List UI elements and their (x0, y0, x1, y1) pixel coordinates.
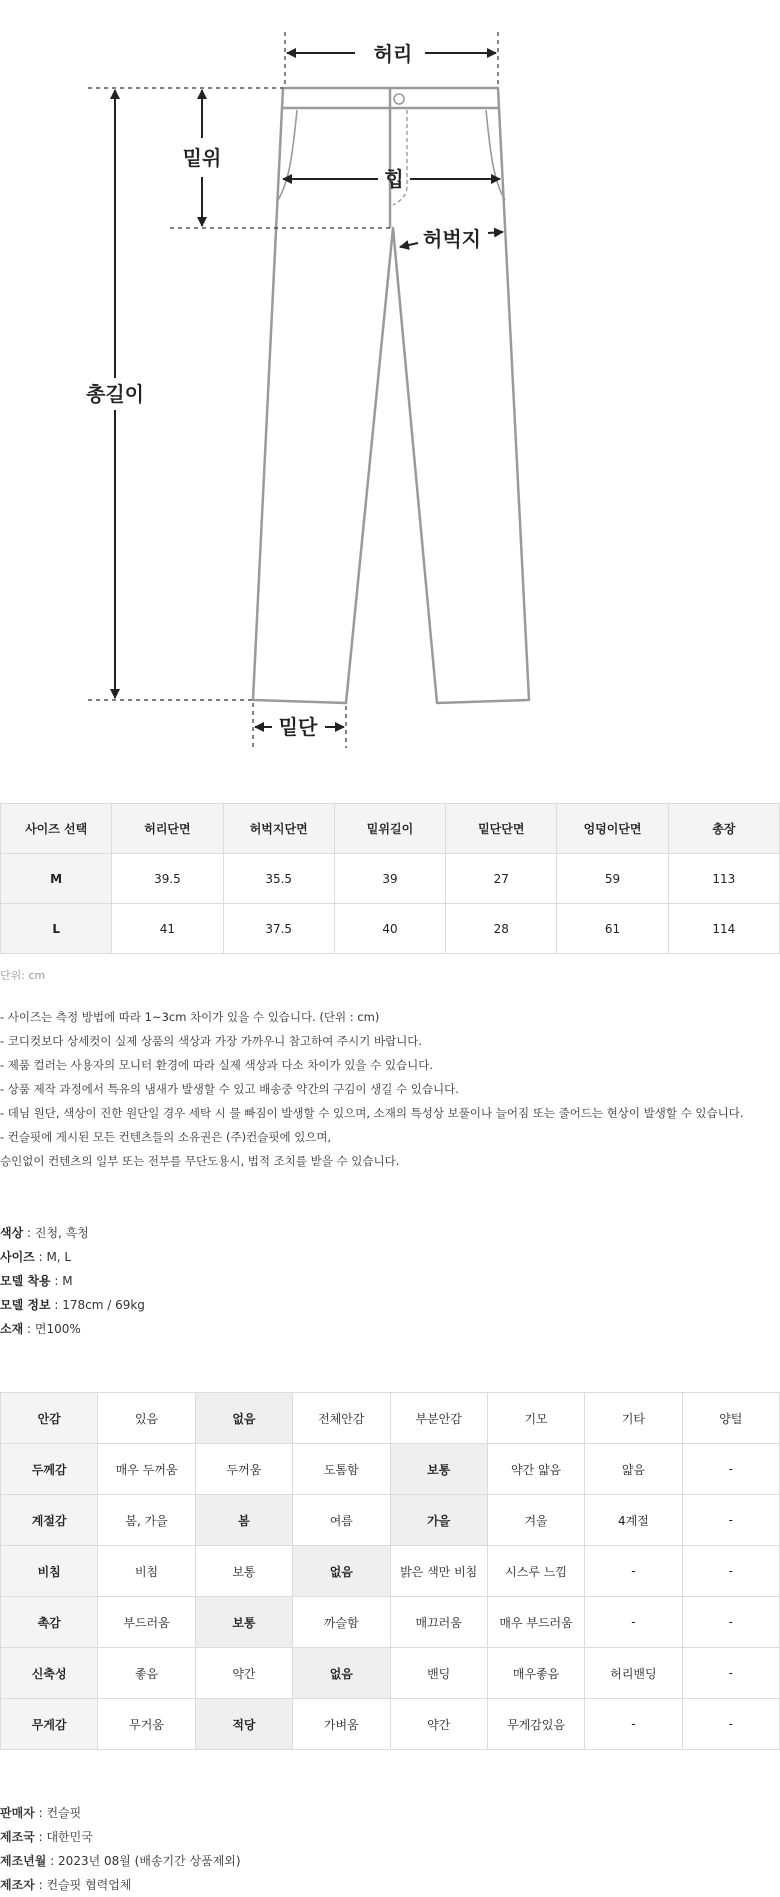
rise-label: 밑위 (182, 146, 222, 170)
feel-option: 두꺼움 (195, 1444, 292, 1495)
size-table-header (1, 804, 780, 854)
spec-label: 모델 정보 (0, 1298, 51, 1312)
size-value-cell: 28 (446, 904, 557, 954)
feel-option: 약간 (390, 1699, 487, 1750)
feel-option: 약간 얇음 (487, 1444, 584, 1495)
feel-option: 약간 (195, 1648, 292, 1699)
feel-option: - (585, 1597, 682, 1648)
feel-option: 도톰함 (293, 1444, 390, 1495)
feel-option-selected: 없음 (293, 1648, 390, 1699)
feel-option-selected: 없음 (195, 1393, 292, 1444)
notice-line: - 사이즈는 측정 방법에 따라 1~3cm 차이가 있을 수 있습니다. (단위 : cm) (0, 1010, 380, 1024)
pants-diagram-svg (0, 0, 780, 770)
feel-option: 양털 (682, 1393, 779, 1444)
size-value-cell: 59 (557, 854, 668, 904)
size-value-cell: 39 (334, 854, 445, 904)
maker-value: : 컨슬핏 협력업체 (34, 1878, 132, 1892)
notice-line: - 제품 컬러는 사용자의 모니터 환경에 따라 실제 색상과 다소 차이가 있을 수 있습니다. (0, 1058, 434, 1072)
size-value-cell: 114 (668, 904, 779, 954)
feel-attribute-label: 두께감 (1, 1444, 98, 1495)
feel-option: 부분안감 (390, 1393, 487, 1444)
hem-label: 밑단 (278, 715, 318, 739)
maker-label: 제조년월 (0, 1854, 47, 1868)
size-value-cell: 39.5 (112, 854, 223, 904)
spec-label: 소재 (0, 1322, 24, 1336)
feel-option: 까슬함 (293, 1597, 390, 1648)
feel-option: 여름 (293, 1495, 390, 1546)
spec-row (0, 1293, 780, 1317)
spec-value: : M (50, 1274, 73, 1288)
size-table-row (1, 904, 780, 954)
spec-row (0, 1317, 780, 1341)
product-specs (0, 1221, 780, 1341)
size-value-cell: 37.5 (223, 904, 334, 954)
feel-option: 밝은 색만 비침 (390, 1546, 487, 1597)
feel-option: 기모 (487, 1393, 584, 1444)
feel-option: - (682, 1444, 779, 1495)
feel-attribute-label: 계절감 (1, 1495, 98, 1546)
feel-attribute-label: 안감 (1, 1393, 98, 1444)
feel-option: 봄, 가을 (98, 1495, 195, 1546)
maker-value: : 컨슬핏 (34, 1806, 82, 1820)
notice-list (0, 1005, 780, 1173)
maker-row (0, 1801, 780, 1825)
spec-row (0, 1245, 780, 1269)
feel-attribute-label: 무게감 (1, 1699, 98, 1750)
maker-row (0, 1849, 780, 1873)
feel-option: 4계절 (585, 1495, 682, 1546)
size-table-row (1, 854, 780, 904)
size-label-cell: M (1, 854, 112, 904)
spec-value: : M, L (34, 1250, 72, 1264)
thigh-arrow-left (400, 243, 418, 247)
feel-option: 비침 (98, 1546, 195, 1597)
spec-row (0, 1221, 780, 1245)
feel-option: 매끄러움 (390, 1597, 487, 1648)
thigh-label: 허벅지 (423, 227, 481, 251)
size-table-header-cell: 밑위길이 (334, 804, 445, 854)
size-value-cell: 35.5 (223, 854, 334, 904)
size-value-cell: 27 (446, 854, 557, 904)
maker-label: 판매자 (0, 1806, 35, 1820)
feel-option: 전체안감 (293, 1393, 390, 1444)
feel-option: - (682, 1699, 779, 1750)
feel-option: 무게감있음 (487, 1699, 584, 1750)
feel-option: - (585, 1546, 682, 1597)
spec-value: : 178cm / 69kg (50, 1298, 145, 1312)
feel-option: 보통 (195, 1546, 292, 1597)
size-table-header-cell: 사이즈 선택 (1, 804, 112, 854)
feel-option: - (585, 1699, 682, 1750)
spec-label: 색상 (0, 1226, 24, 1240)
feel-option: 허리밴딩 (585, 1648, 682, 1699)
feel-attribute-label: 촉감 (1, 1597, 98, 1648)
fabric-feel-table (0, 1392, 780, 1750)
waist-label: 허리 (373, 42, 413, 66)
size-table-header-cell: 밑단단면 (446, 804, 557, 854)
feel-option: 매우 두꺼움 (98, 1444, 195, 1495)
feel-table-row (1, 1597, 780, 1648)
feel-option: 매우좋음 (487, 1648, 584, 1699)
notice-line: - 컨슬핏에 게시된 모든 컨텐츠들의 소유권은 (주)컨슬핏에 있으며, (0, 1130, 332, 1144)
feel-option: - (682, 1648, 779, 1699)
size-table (0, 803, 780, 954)
spec-row (0, 1269, 780, 1293)
size-table-header-cell: 허리단면 (112, 804, 223, 854)
feel-table-row (1, 1648, 780, 1699)
size-table-header-cell: 총장 (668, 804, 779, 854)
feel-option: 시스루 느낌 (487, 1546, 584, 1597)
size-table-header-cell: 엉덩이단면 (557, 804, 668, 854)
feel-table-row (1, 1393, 780, 1444)
feel-table-row (1, 1546, 780, 1597)
feel-table-row (1, 1444, 780, 1495)
feel-option: 겨울 (487, 1495, 584, 1546)
size-value-cell: 61 (557, 904, 668, 954)
feel-option: 얇음 (585, 1444, 682, 1495)
feel-option-selected: 보통 (390, 1444, 487, 1495)
feel-option-selected: 가을 (390, 1495, 487, 1546)
size-label-cell: L (1, 904, 112, 954)
feel-option: - (682, 1597, 779, 1648)
size-value-cell: 113 (668, 854, 779, 904)
size-diagram (0, 0, 780, 770)
feel-option: - (682, 1546, 779, 1597)
hip-label: 힙 (384, 167, 404, 191)
feel-option: 가벼움 (293, 1699, 390, 1750)
spec-value: : 면100% (23, 1322, 81, 1336)
notice-line: - 상품 제작 과정에서 특유의 냄새가 발생할 수 있고 배송중 약간의 구김이 생길 수 있습니다. (0, 1082, 459, 1096)
feel-option-selected: 없음 (293, 1546, 390, 1597)
size-value-cell: 40 (334, 904, 445, 954)
feel-option-selected: 적당 (195, 1699, 292, 1750)
maker-label: 제조자 (0, 1878, 35, 1892)
thigh-arrow-right (488, 232, 503, 233)
maker-row (0, 1825, 780, 1849)
total-length-label: 총길이 (86, 382, 144, 406)
maker-info (0, 1801, 780, 1897)
measure-arrows (115, 53, 503, 727)
feel-option: 있음 (98, 1393, 195, 1444)
maker-value: : 대한민국 (34, 1830, 93, 1844)
feel-table-row (1, 1495, 780, 1546)
feel-option-selected: 보통 (195, 1597, 292, 1648)
feel-table-row (1, 1699, 780, 1750)
size-value-cell: 41 (112, 904, 223, 954)
maker-label: 제조국 (0, 1830, 35, 1844)
feel-option: - (682, 1495, 779, 1546)
feel-option: 매우 부드러움 (487, 1597, 584, 1648)
notice-line: 승인없이 컨텐츠의 일부 또는 전부를 무단도용시, 법적 조치를 받을 수 있습니다. (0, 1154, 400, 1168)
feel-option: 밴딩 (390, 1648, 487, 1699)
feel-attribute-label: 신축성 (1, 1648, 98, 1699)
spec-value: : 진청, 흑청 (23, 1226, 89, 1240)
maker-row (0, 1873, 780, 1897)
feel-option: 좋음 (98, 1648, 195, 1699)
size-table-header-cell: 허벅지단면 (223, 804, 334, 854)
spec-label: 사이즈 (0, 1250, 35, 1264)
maker-value: : 2023년 08월 (배송기간 상품제외) (46, 1854, 241, 1868)
notice-line: - 코디컷보다 상세컷이 실제 상품의 색상과 가장 가까우니 참고하여 주시기 바랍니다. (0, 1034, 423, 1048)
notice-line: - 데님 원단, 색상이 진한 원단일 경우 세탁 시 물 빠짐이 발생할 수 있으며, 소재의 특성상 보풀이나 늘어짐 또는 줄어드는 현상이 발생할 수 있습니다. (0, 1106, 744, 1120)
feel-attribute-label: 비침 (1, 1546, 98, 1597)
feel-option: 부드러움 (98, 1597, 195, 1648)
spec-label: 모델 착용 (0, 1274, 51, 1288)
unit-note: 단위: cm (0, 969, 46, 982)
feel-option: 기타 (585, 1393, 682, 1444)
feel-option-selected: 봄 (195, 1495, 292, 1546)
feel-option: 무거움 (98, 1699, 195, 1750)
